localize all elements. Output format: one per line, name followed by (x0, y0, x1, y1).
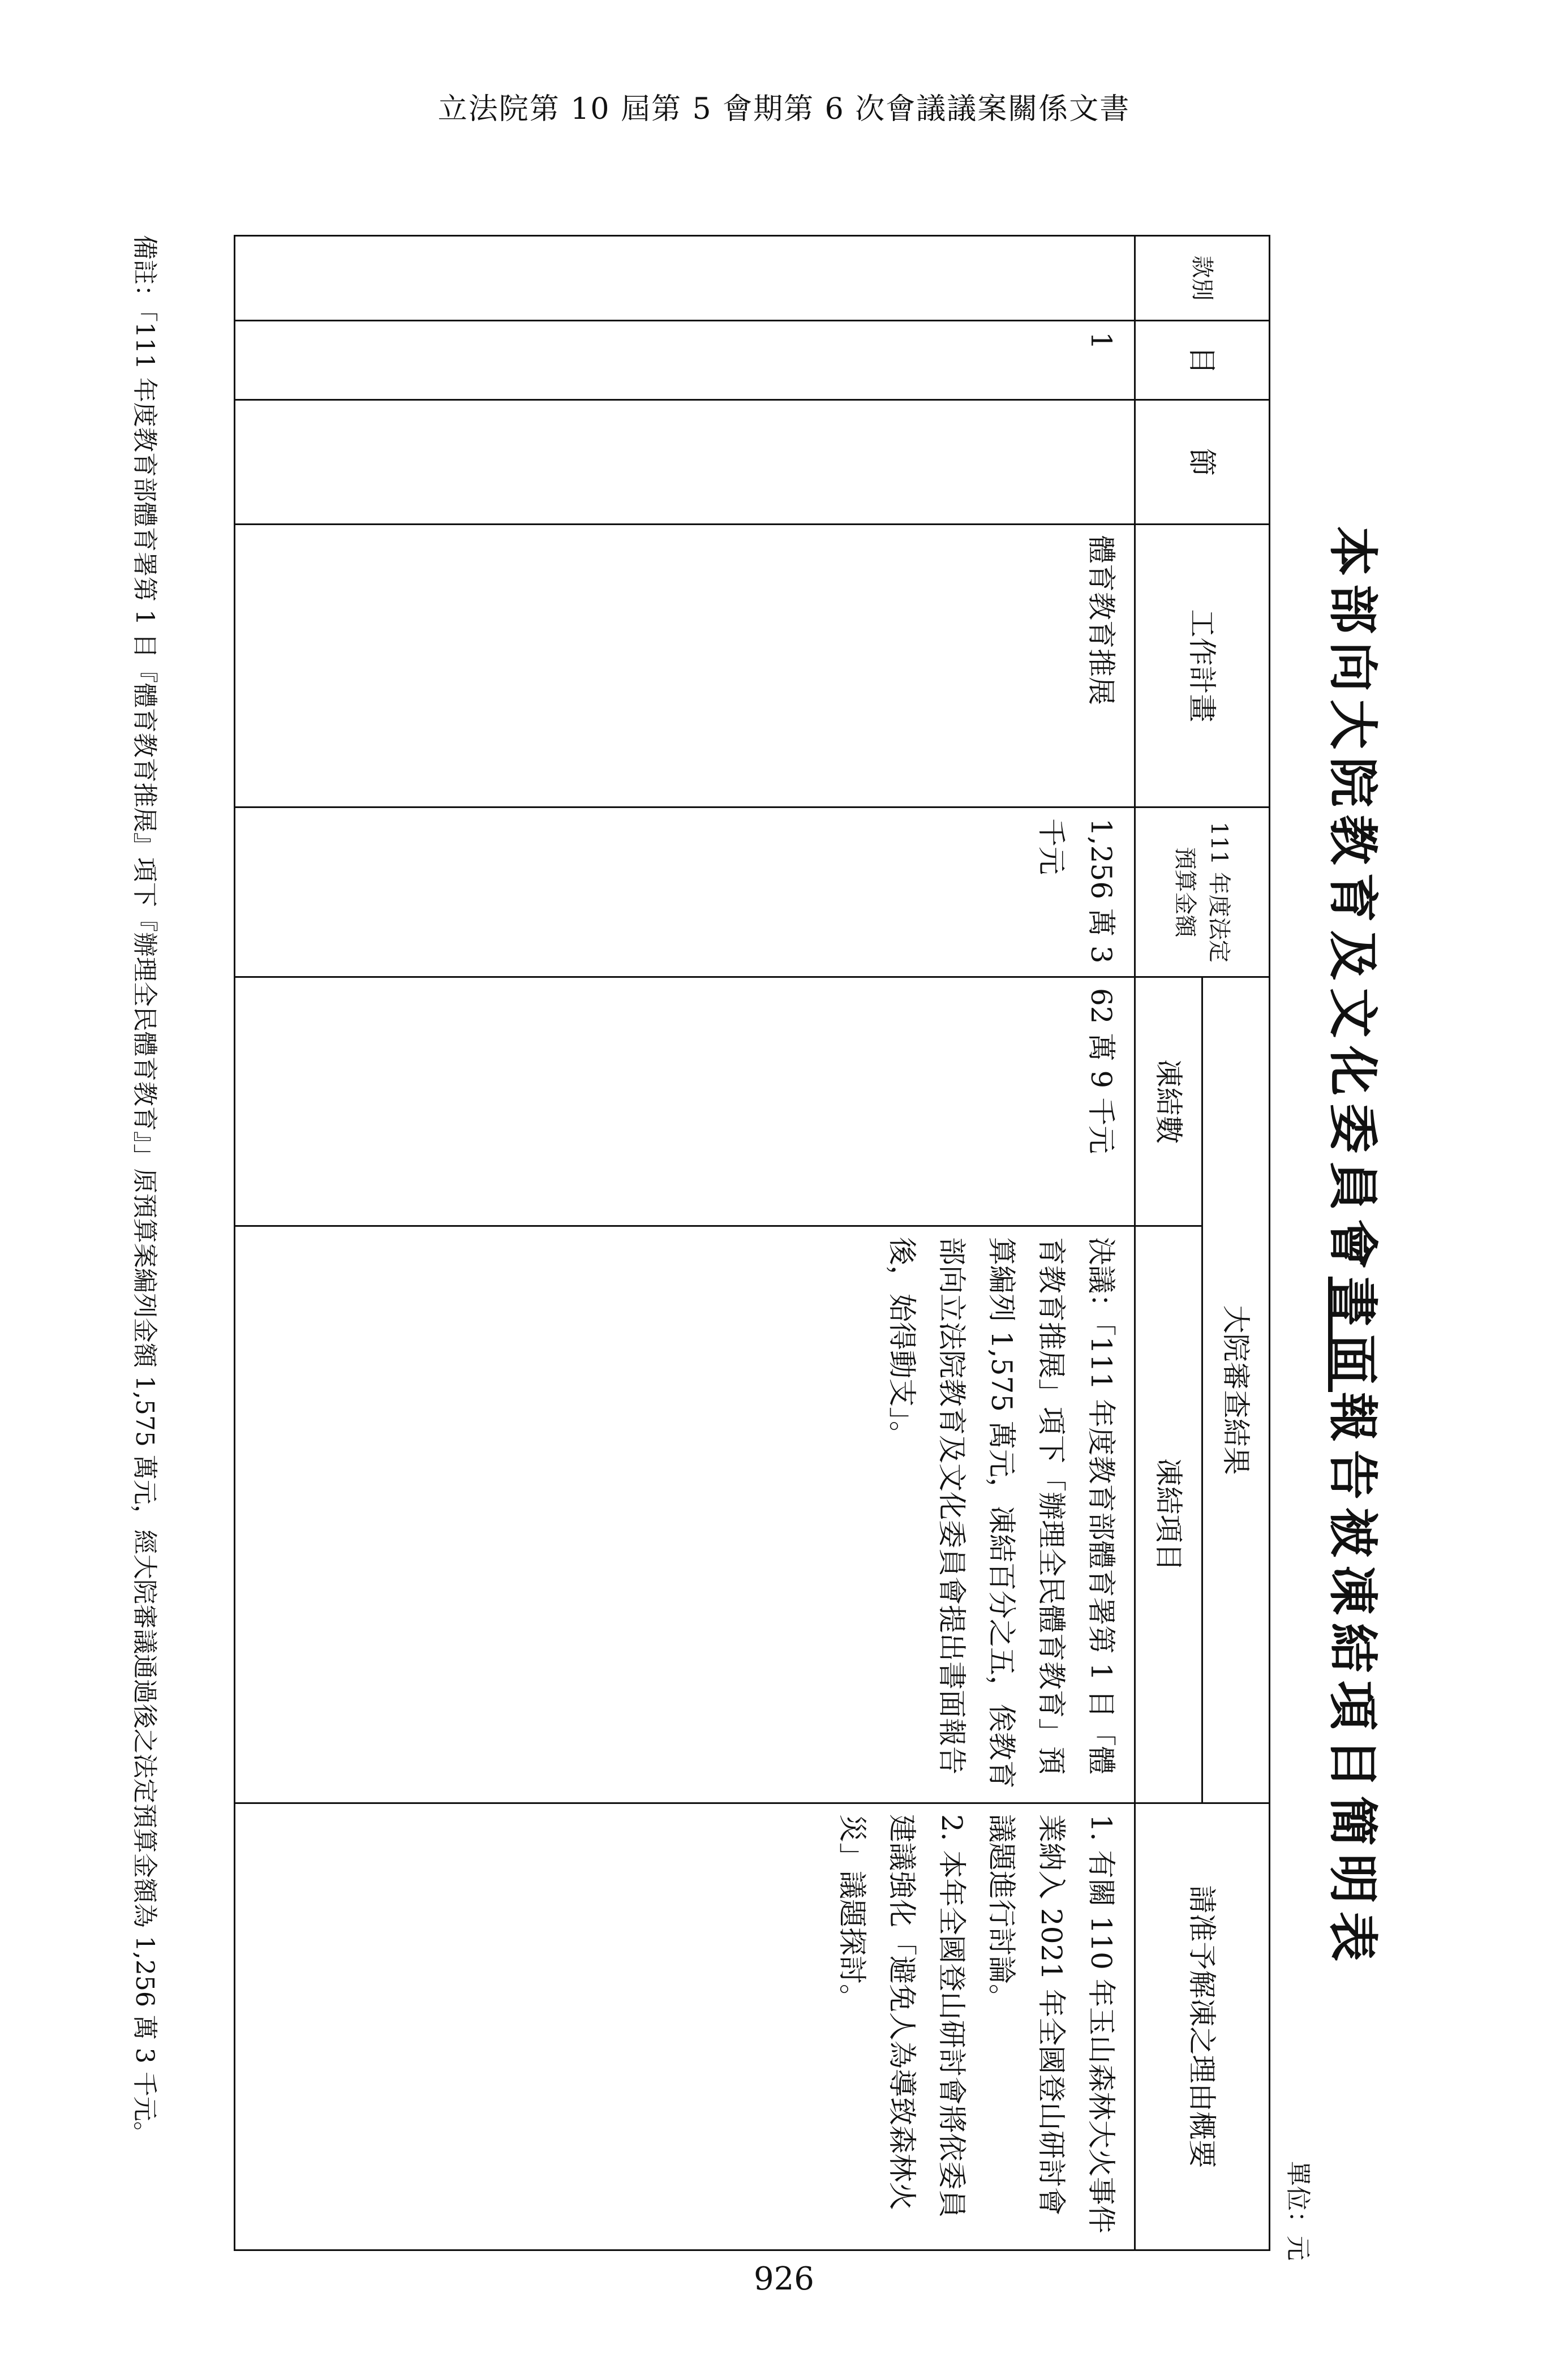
cell-frozen-amount: 62 萬 9 千元 (235, 977, 1135, 1226)
header-review-result: 大院審查結果 (1202, 977, 1270, 1803)
header-work-plan: 工作計畫 (1135, 525, 1270, 807)
unit-label: 單位：元 (1283, 2161, 1312, 2261)
cell-frozen-item: 決議：「111 年度教育部體育署第 1 目「體育教育推展」項下「辦理全民體育教育」預算編列 1,575 萬元，凍結百分之五，俟教育部向立法院教育及文化委員會提出書面報告後，始得動支」。 (235, 1226, 1135, 1803)
frozen-items-table (234, 235, 1270, 2251)
title-underlined-word: 書面 (1324, 1276, 1382, 1392)
footnote: 備註：「111 年度教育部體育署第 1 目『體育教育推展』項下『辦理全民體育教育』」原預算案編列金額 1,575 萬元，經大院審議通過後之法定預算金額為 1,256 萬 3 千元。 (130, 235, 159, 2146)
title-part-after: 報告被凍結項目簡明表 (1324, 1392, 1382, 1970)
reason-item-2: 2. 本年全國登山研討會將依委員建議強化「避免人為導致森林火災」議題探討。 (836, 1814, 968, 2218)
cell-section (235, 400, 1135, 525)
cell-work-plan: 體育教育推展 (235, 525, 1135, 807)
page-number: 926 (754, 2261, 814, 2297)
reason-item-1: 1. 有關 110 年玉山森林大火事件業納入 2021 年全國登山研討會議題進行討論。 (985, 1814, 1118, 2233)
header-item: 目 (1135, 321, 1270, 400)
header-frozen-amount: 凍結數 (1135, 977, 1202, 1226)
running-header: 立法院第 10 屆第 5 會期第 6 次會議議案關係文書 (437, 92, 1131, 126)
header-frozen-item: 凍結項目 (1135, 1226, 1202, 1803)
cell-category (235, 236, 1135, 321)
cell-reason (235, 1803, 1135, 2250)
title-part-before: 本部向大院教育及文化委員會 (1324, 526, 1382, 1277)
cell-item: 1 (235, 321, 1135, 400)
document-title (1321, 212, 1392, 2283)
cell-budget: 1,256 萬 3 千元 (235, 807, 1135, 977)
rotated-content (68, 212, 1403, 2283)
header-budget: 111 年度法定預算金額 (1135, 807, 1270, 977)
header-reason: 請准予解凍之理由概要 (1135, 1803, 1270, 2250)
table-row (235, 236, 1135, 2250)
header-section: 節 (1135, 400, 1270, 525)
header-category: 款別 (1135, 236, 1270, 321)
